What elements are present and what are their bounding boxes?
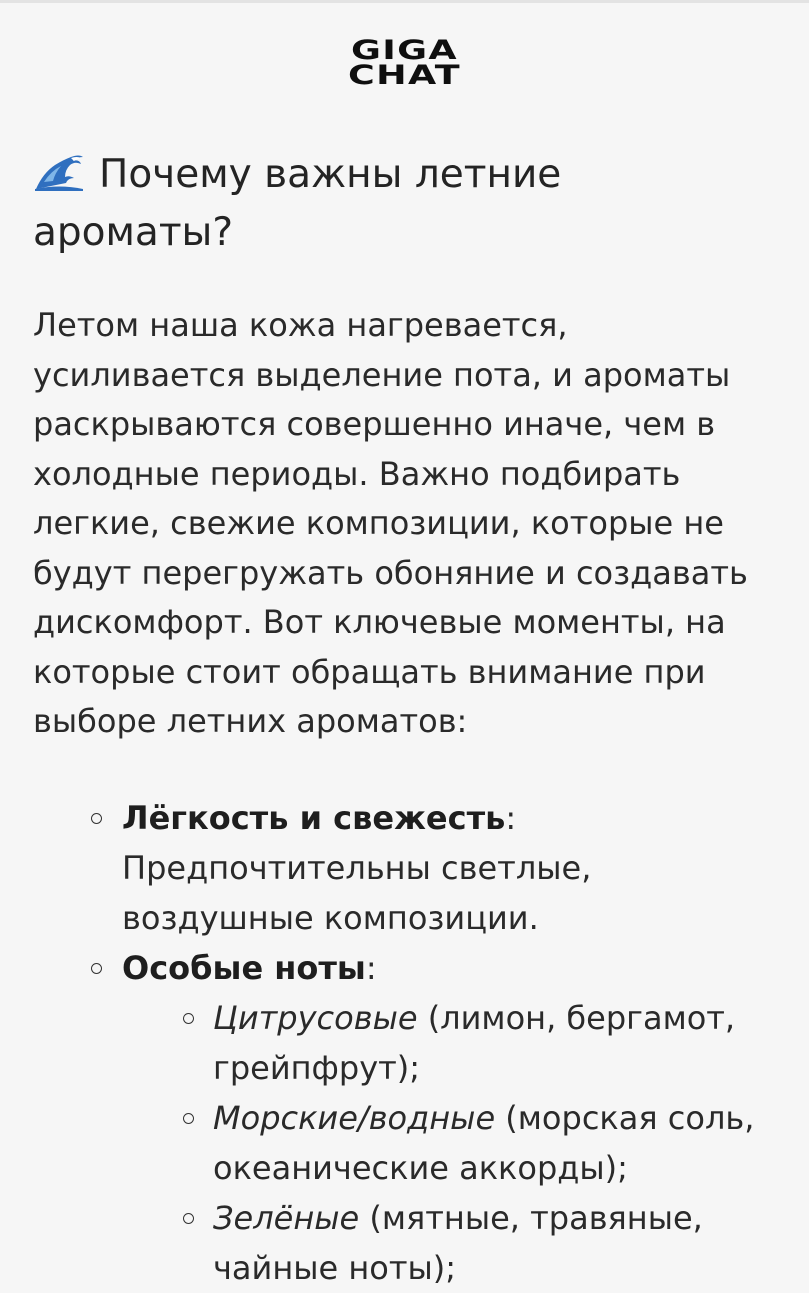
logo-line-2: CHAT xyxy=(348,60,461,91)
hollow-bullet-icon xyxy=(183,1013,194,1024)
sub-list-item xyxy=(0,1193,809,1293)
note-text: (мятные, травяные, чайные ноты); xyxy=(213,1199,703,1287)
list-item-title: Особые ноты xyxy=(122,949,366,987)
tips-list xyxy=(0,793,809,1293)
logo-line-1: GIGA xyxy=(350,35,458,66)
note-name: Цитрусовые xyxy=(213,999,418,1037)
list-item xyxy=(0,943,809,993)
gigachat-logo xyxy=(0,35,809,91)
note-name: Зелёные xyxy=(213,1199,360,1237)
hollow-bullet-icon xyxy=(183,1113,194,1124)
note-text: (морская соль, океанические аккорды); xyxy=(213,1099,755,1187)
list-item-colon: : xyxy=(505,799,517,837)
section-heading xyxy=(33,146,773,262)
list-item xyxy=(0,793,809,943)
list-item-colon: : xyxy=(365,949,377,987)
sub-list-item xyxy=(0,1093,809,1193)
hollow-bullet-icon xyxy=(91,813,102,824)
intro-paragraph: Летом наша кожа нагревается, усиливается выделение пота, и ароматы раскрываются совершенно иначе, чем в холодные периоды. Важно подбирать легкие, свежие композиции, которые не будут перегружать обоняние и создавать дискомфорт. Вот ключевые моменты, на которые стоит обращать внимание при выборе летних ароматов: xyxy=(33,306,748,740)
hollow-bullet-icon xyxy=(183,1213,194,1224)
sub-list-item xyxy=(0,993,809,1093)
top-divider xyxy=(0,0,809,3)
list-item-title: Лёгкость и свежесть xyxy=(122,799,506,837)
heading-text: Почему важны летние ароматы? xyxy=(33,152,562,255)
water-wave-icon xyxy=(33,149,85,193)
list-item-text: Предпочтительны светлые, воздушные композиции. xyxy=(122,849,592,937)
hollow-bullet-icon xyxy=(91,963,102,974)
note-text: (лимон, бергамот, грейпфрут); xyxy=(213,999,736,1087)
note-name: Морские/водные xyxy=(213,1099,496,1137)
